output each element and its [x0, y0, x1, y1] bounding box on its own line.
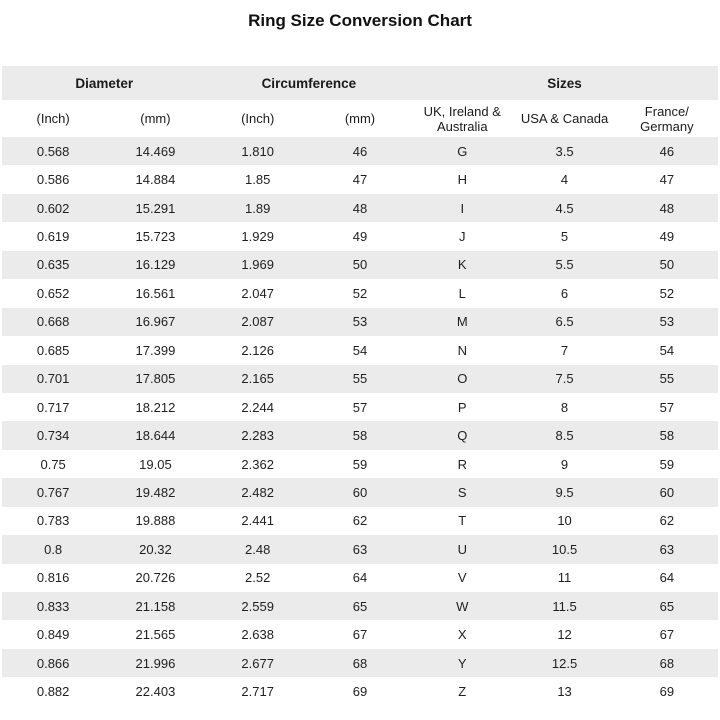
cell-circumference-mm: 57 [352, 399, 368, 415]
cell-diameter-inch: 0.816 [36, 570, 70, 586]
cell-diameter-mm: 16.129 [135, 257, 176, 273]
cell-size-uk-ireland-australia: G [457, 143, 468, 159]
cell-diameter-inch: 0.767 [36, 484, 70, 500]
cell-diameter-inch: 0.635 [36, 257, 70, 273]
cell-circumference-mm: 50 [352, 257, 368, 273]
cell-size-uk-ireland-australia: O [457, 371, 468, 387]
cell-size-france-germany: 54 [659, 342, 675, 358]
cell-diameter-inch: 0.833 [36, 598, 70, 614]
cell-size-usa-canada: 8.5 [555, 428, 574, 444]
table-row [2, 194, 718, 222]
table-row [2, 677, 718, 705]
cell-size-france-germany: 53 [659, 314, 675, 330]
cell-size-uk-ireland-australia: S [457, 484, 467, 500]
cell-size-uk-ireland-australia: Z [458, 684, 467, 700]
cell-diameter-mm: 15.291 [135, 200, 176, 216]
table-row [2, 251, 718, 279]
group-header-diameter: Diameter [2, 66, 207, 100]
cell-size-france-germany: 65 [659, 598, 675, 614]
column-header-circumference-mm: (mm) [309, 100, 411, 137]
cell-size-france-germany: 50 [659, 257, 675, 273]
cell-circumference-inch: 1.810 [241, 143, 274, 159]
cell-size-france-germany: 62 [659, 513, 675, 529]
cell-circumference-mm: 54 [352, 342, 368, 358]
cell-diameter-mm: 16.967 [135, 314, 176, 330]
cell-diameter-mm: 15.723 [135, 229, 176, 245]
ring-size-conversion-table [2, 66, 718, 706]
cell-size-usa-canada: 13 [557, 684, 572, 700]
cell-size-uk-ireland-australia: Y [457, 655, 467, 671]
cell-diameter-mm: 21.996 [135, 655, 176, 671]
table-row [2, 649, 718, 677]
cell-circumference-mm: 63 [352, 541, 368, 557]
cell-circumference-mm: 53 [352, 314, 368, 330]
group-header-circumference: Circumference [207, 66, 412, 100]
cell-circumference-mm: 49 [352, 229, 368, 245]
cell-size-usa-canada: 9 [560, 456, 569, 472]
cell-size-france-germany: 49 [659, 229, 675, 245]
cell-size-france-germany: 59 [659, 456, 675, 472]
table-row [2, 336, 718, 364]
cell-circumference-mm: 64 [352, 570, 368, 586]
column-header-size-france-germany: France/ Germany [616, 100, 718, 137]
cell-diameter-inch: 0.586 [36, 172, 70, 188]
cell-diameter-inch: 0.717 [36, 399, 70, 415]
cell-circumference-mm: 58 [352, 428, 368, 444]
cell-diameter-inch: 0.619 [36, 229, 70, 245]
cell-circumference-inch: 2.717 [241, 684, 274, 700]
table-body [2, 137, 718, 706]
cell-diameter-mm: 18.644 [135, 428, 176, 444]
cell-circumference-mm: 46 [352, 143, 368, 159]
cell-size-usa-canada: 7 [560, 342, 569, 358]
cell-size-usa-canada: 4 [560, 172, 569, 188]
cell-circumference-mm: 62 [352, 513, 368, 529]
cell-size-france-germany: 68 [659, 655, 675, 671]
cell-diameter-inch: 0.668 [36, 314, 70, 330]
cell-size-france-germany: 58 [659, 428, 675, 444]
cell-diameter-inch: 0.75 [40, 456, 66, 472]
cell-diameter-mm: 20.32 [139, 541, 172, 557]
cell-size-france-germany: 47 [659, 172, 675, 188]
cell-circumference-mm: 52 [352, 285, 368, 301]
cell-circumference-mm: 69 [352, 684, 368, 700]
cell-diameter-inch: 0.866 [36, 655, 70, 671]
cell-circumference-inch: 2.638 [241, 627, 274, 643]
table-row [2, 450, 718, 478]
table-row [2, 592, 718, 620]
table-row [2, 137, 718, 165]
cell-diameter-mm: 20.726 [135, 570, 176, 586]
table-row [2, 365, 718, 393]
cell-size-uk-ireland-australia: L [458, 285, 466, 301]
cell-diameter-inch: 0.568 [36, 143, 70, 159]
cell-circumference-inch: 2.165 [241, 371, 274, 387]
cell-size-usa-canada: 6.5 [555, 314, 574, 330]
cell-size-uk-ireland-australia: M [456, 314, 468, 330]
cell-size-france-germany: 46 [659, 143, 675, 159]
cell-size-france-germany: 67 [659, 627, 675, 643]
cell-diameter-inch: 0.849 [36, 627, 70, 643]
cell-diameter-inch: 0.882 [36, 684, 70, 700]
cell-diameter-mm: 19.482 [135, 484, 176, 500]
cell-size-usa-canada: 12 [557, 627, 572, 643]
column-header-circumference-inch: (Inch) [207, 100, 309, 137]
cell-circumference-inch: 1.929 [241, 229, 274, 245]
cell-size-usa-canada: 7.5 [555, 371, 574, 387]
cell-circumference-inch: 2.362 [241, 456, 274, 472]
cell-circumference-inch: 1.969 [241, 257, 274, 273]
cell-size-france-germany: 60 [659, 484, 675, 500]
page-title: Ring Size Conversion Chart [248, 11, 472, 30]
table-header [2, 66, 718, 137]
cell-diameter-mm: 21.565 [135, 627, 176, 643]
cell-size-usa-canada: 5 [560, 229, 569, 245]
cell-size-uk-ireland-australia: T [458, 513, 467, 529]
cell-circumference-inch: 2.087 [241, 314, 274, 330]
table-row [2, 478, 718, 506]
cell-circumference-mm: 67 [352, 627, 368, 643]
cell-circumference-mm: 68 [352, 655, 368, 671]
table-row [2, 507, 718, 535]
cell-size-uk-ireland-australia: P [457, 399, 467, 415]
cell-size-uk-ireland-australia: Q [457, 428, 468, 444]
cell-circumference-inch: 2.48 [245, 541, 271, 557]
cell-size-uk-ireland-australia: K [457, 257, 467, 273]
cell-circumference-mm: 48 [352, 200, 368, 216]
cell-size-france-germany: 48 [659, 200, 675, 216]
cell-circumference-inch: 2.559 [241, 598, 274, 614]
cell-diameter-inch: 0.701 [36, 371, 70, 387]
cell-diameter-inch: 0.685 [36, 342, 70, 358]
cell-diameter-mm: 19.888 [135, 513, 176, 529]
column-header-diameter-inch: (Inch) [2, 100, 104, 137]
cell-diameter-mm: 17.805 [135, 371, 176, 387]
cell-diameter-mm: 17.399 [135, 342, 176, 358]
cell-diameter-inch: 0.602 [36, 200, 70, 216]
cell-size-uk-ireland-australia: V [457, 570, 467, 586]
table-row [2, 421, 718, 449]
cell-size-usa-canada: 11 [557, 570, 572, 586]
cell-size-usa-canada: 9.5 [555, 484, 574, 500]
cell-size-usa-canada: 6 [560, 285, 569, 301]
column-header-diameter-mm: (mm) [104, 100, 206, 137]
cell-diameter-mm: 14.469 [135, 143, 176, 159]
table-row [2, 535, 718, 563]
cell-size-uk-ireland-australia: W [456, 598, 469, 614]
cell-circumference-mm: 47 [352, 172, 368, 188]
cell-circumference-inch: 2.482 [241, 484, 274, 500]
cell-diameter-mm: 22.403 [135, 684, 176, 700]
cell-size-france-germany: 63 [659, 541, 675, 557]
cell-circumference-inch: 1.89 [245, 200, 271, 216]
table-row [2, 393, 718, 421]
column-header-size-usa-canada: USA & Canada [513, 100, 615, 137]
table-row [2, 279, 718, 307]
cell-size-uk-ireland-australia: R [457, 456, 467, 472]
cell-circumference-inch: 2.441 [241, 513, 274, 529]
cell-size-uk-ireland-australia: X [457, 627, 467, 643]
cell-circumference-mm: 59 [352, 456, 368, 472]
column-header-row [2, 100, 718, 137]
table-row [2, 222, 718, 250]
cell-circumference-mm: 60 [352, 484, 368, 500]
cell-circumference-inch: 2.677 [241, 655, 274, 671]
cell-size-france-germany: 57 [659, 399, 675, 415]
table-row [2, 308, 718, 336]
cell-size-uk-ireland-australia: H [457, 172, 467, 188]
cell-circumference-inch: 2.047 [241, 285, 274, 301]
group-header-sizes: Sizes [411, 66, 718, 100]
cell-diameter-mm: 14.884 [135, 172, 176, 188]
table-row [2, 564, 718, 592]
cell-size-france-germany: 52 [659, 285, 675, 301]
cell-diameter-inch: 0.652 [36, 285, 70, 301]
cell-size-usa-canada: 4.5 [555, 200, 574, 216]
cell-diameter-mm: 21.158 [135, 598, 176, 614]
group-header-row [2, 66, 718, 100]
cell-diameter-mm: 16.561 [135, 285, 176, 301]
cell-circumference-inch: 2.52 [245, 570, 271, 586]
cell-circumference-inch: 1.85 [245, 172, 271, 188]
cell-diameter-inch: 0.734 [36, 428, 70, 444]
cell-size-usa-canada: 11.5 [552, 598, 577, 614]
cell-diameter-mm: 19.05 [139, 456, 172, 472]
cell-circumference-inch: 2.283 [241, 428, 274, 444]
cell-size-uk-ireland-australia: J [459, 229, 466, 245]
cell-circumference-inch: 2.244 [241, 399, 274, 415]
cell-diameter-mm: 18.212 [135, 399, 176, 415]
cell-size-usa-canada: 10 [557, 513, 572, 529]
cell-size-france-germany: 69 [659, 684, 675, 700]
cell-size-uk-ireland-australia: N [457, 342, 467, 358]
cell-size-usa-canada: 12.5 [551, 655, 578, 671]
cell-size-usa-canada: 10.5 [551, 541, 578, 557]
cell-diameter-inch: 0.783 [36, 513, 70, 529]
column-header-size-uk-ireland-australia: UK, Ireland & Australia [411, 100, 513, 137]
cell-size-france-germany: 55 [659, 371, 675, 387]
cell-circumference-mm: 55 [352, 371, 368, 387]
table-row [2, 165, 718, 193]
cell-size-usa-canada: 5.5 [555, 257, 574, 273]
cell-diameter-inch: 0.8 [44, 541, 63, 557]
cell-size-usa-canada: 3.5 [555, 143, 574, 159]
table-row [2, 620, 718, 648]
cell-circumference-mm: 65 [352, 598, 368, 614]
cell-size-uk-ireland-australia: U [457, 541, 467, 557]
cell-size-uk-ireland-australia: I [460, 200, 465, 216]
cell-circumference-inch: 2.126 [241, 342, 274, 358]
cell-size-usa-canada: 8 [560, 399, 569, 415]
cell-size-france-germany: 64 [659, 570, 675, 586]
